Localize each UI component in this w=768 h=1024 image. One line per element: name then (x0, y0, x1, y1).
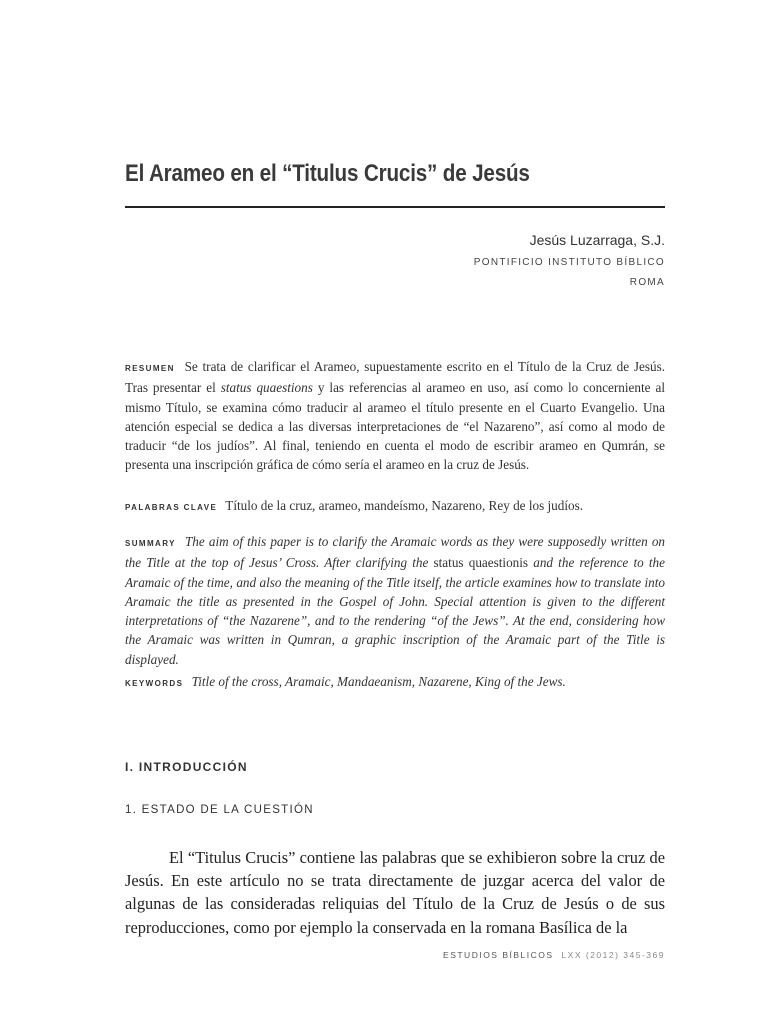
resumen-text-2: y las referencias al arameo en uso, así como lo concerniente al mismo Título, se examina cómo traducir al arameo el título presente en el Cuarto Evangelio. Una atención especial se dedica a las diversas interpretaciones de “el Nazareno”, así como al modo de traducir “de los judíos”. Al final, teniendo en cuenta el modo de escribir arameo en Qumrán, se presenta una inscripción gráfica de cómo sería el arameo en la cruz de Jesús. (125, 380, 666, 473)
resumen-text-1: Se trata de clarificar el Arameo, supuestamente escrito en el Título de la Cruz de Jesús. Tras presentar el (125, 359, 666, 396)
summary-paragraph (125, 532, 665, 669)
keywords-text: Title of the cross, Aramaic, Mandaeanism, Nazarene, King of the Jews. (191, 674, 566, 689)
palabras-clave-text: Título de la cruz, arameo, mandeísmo, Nazareno, Rey de los judíos. (225, 498, 584, 513)
subsection-heading: 1. ESTADO DE LA CUESTIÓN (125, 804, 314, 816)
section-heading: I. INTRODUCCIÓN (125, 760, 248, 774)
palabras-clave-label: PALABRAS CLAVE (125, 503, 218, 512)
summary-text-upright: status quaestionis (433, 555, 529, 571)
page-footer (443, 950, 665, 960)
body-paragraph: El “Titulus Crucis” contiene las palabras que se exhibieron sobre la cruz de Jesús. En este artículo no se trata directamente de juzgar acerca del valor de algunas de las consideradas reliquias del Título de la Cruz de Jesús o de sus reproducciones, como por ejemplo la conservada en la romana Basílica de la (125, 848, 665, 937)
author-name: Jesús Luzarraga, S.J. (529, 232, 665, 248)
resumen-label: RESUMEN (125, 364, 175, 373)
author-city: ROMA (629, 277, 665, 288)
keywords-label: KEYWORDS (125, 679, 184, 688)
author-affiliation: PONTIFICIO INSTITUTO BÍBLICO (473, 257, 665, 268)
footer-journal: ESTUDIOS BÍBLICOS (443, 950, 554, 960)
footer-volume: LXX (2012) 345-369 (561, 950, 665, 960)
summary-text-2: and the reference to the Aramaic of the time, and also the meaning of the Title itself, the article examines how to translate into Aramaic the title as presented in the Gospel of John. Special attention is given to the different interpretations of “the Nazarene”, and to the rendering “of the Jews”. At the end, considering how the Aramaic was written in Qumran, a graphic inscription of the Aramaic part of the Title is displayed. (125, 555, 665, 667)
keywords-paragraph (125, 672, 665, 693)
resumen-paragraph (125, 357, 665, 475)
resumen-text-italic: status quaestions (220, 380, 313, 396)
summary-text-1: The aim of this paper is to clarify the Aramaic words as they were supposedly written on the Title at the top of Jesus’ Cross. After clarifying the (125, 534, 666, 571)
title-rule (125, 206, 665, 208)
author-block (474, 232, 665, 293)
summary-label: SUMMARY (125, 539, 176, 548)
article-title: El Arameo en el “Titulus Crucis” de Jesús (125, 160, 530, 187)
article-page (125, 0, 665, 1024)
palabras-clave-paragraph (125, 496, 665, 517)
